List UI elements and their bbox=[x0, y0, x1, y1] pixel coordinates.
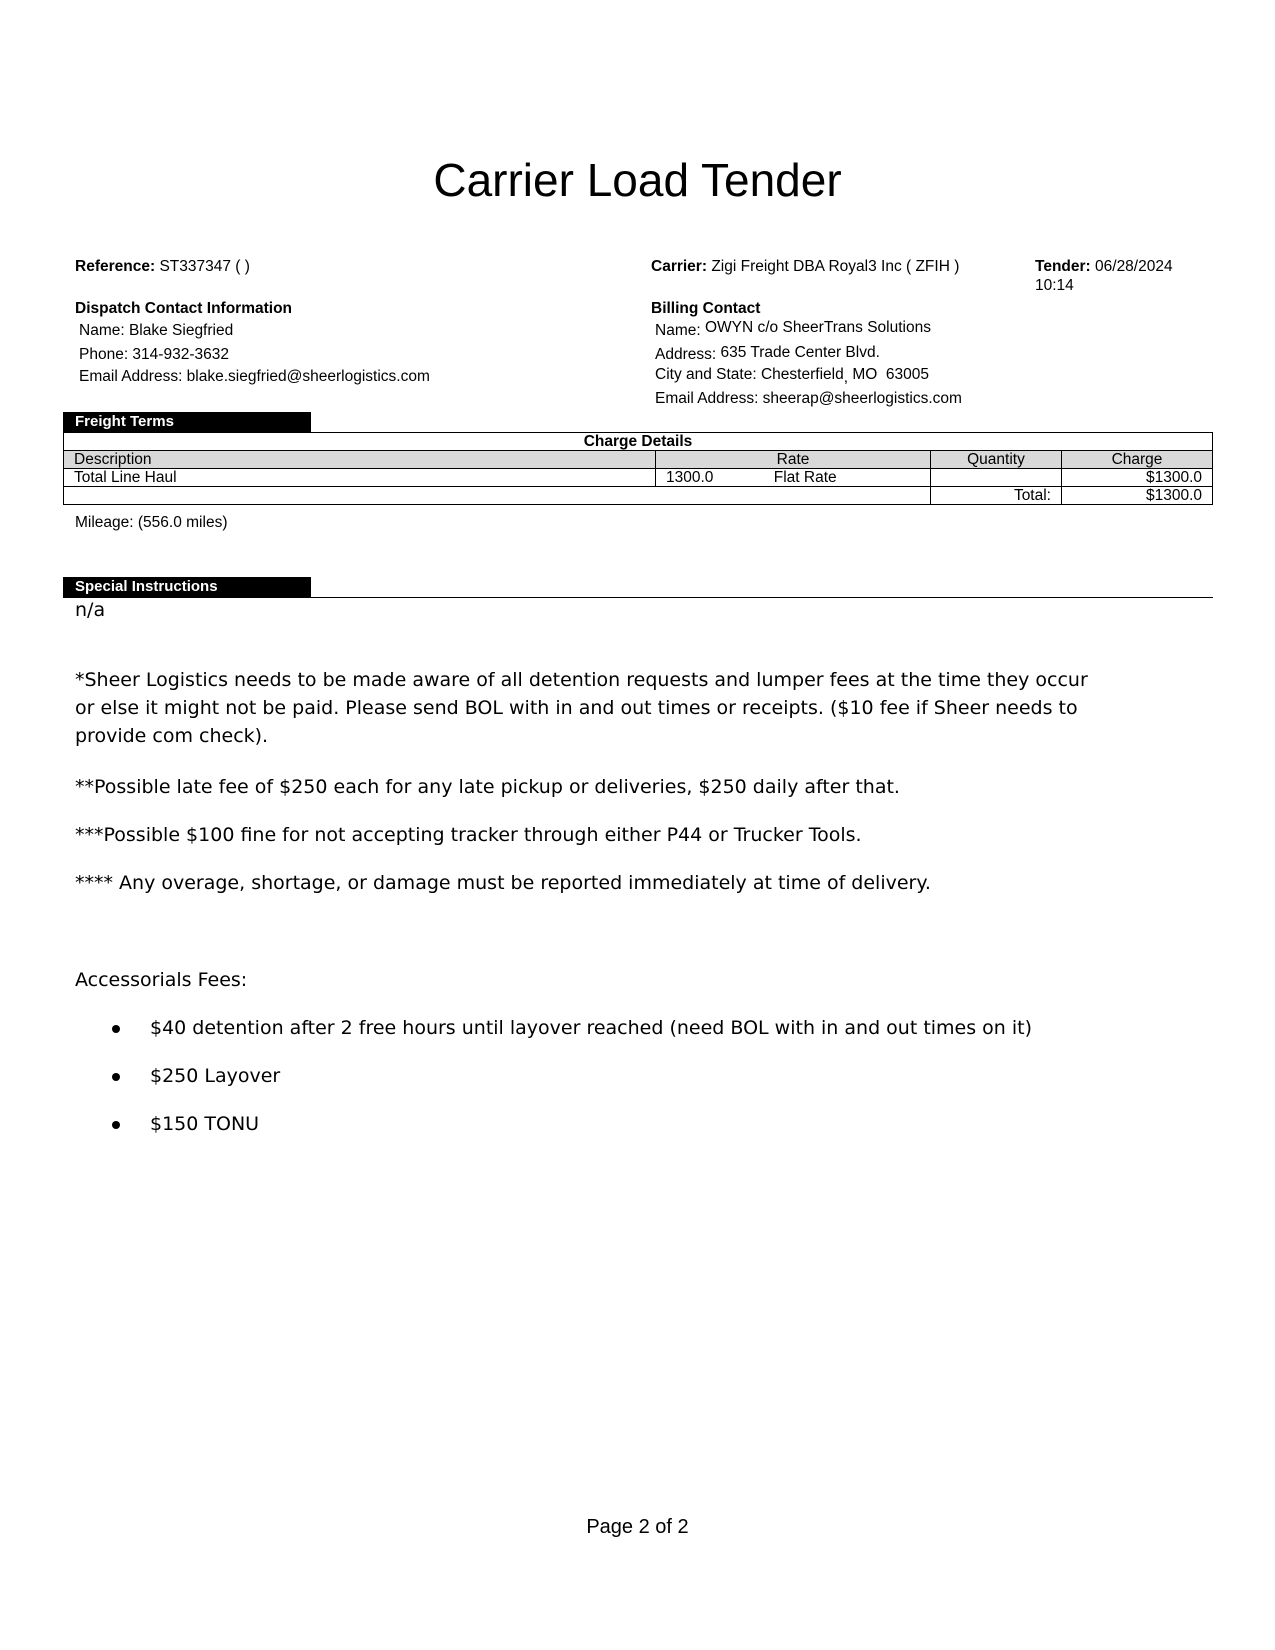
column-rate: Rate bbox=[656, 451, 931, 469]
row-rate bbox=[656, 469, 931, 487]
total-row bbox=[64, 487, 1213, 505]
total-value: $1300.0 bbox=[1062, 487, 1213, 505]
tender-time: 10:14 bbox=[1035, 277, 1074, 294]
tender-date: 06/28/2024 bbox=[1095, 258, 1173, 275]
column-description: Description bbox=[64, 451, 656, 469]
column-quantity: Quantity bbox=[931, 451, 1062, 469]
accessorial-tonu: $150 TONU bbox=[150, 1113, 260, 1135]
special-instructions-bar: Special Instructions bbox=[63, 577, 311, 598]
note-detention bbox=[75, 666, 1088, 750]
dispatch-email: Email Address: blake.siegfried@sheerlogistics.com bbox=[79, 368, 430, 385]
billing-address bbox=[655, 345, 880, 365]
bullet-icon bbox=[112, 1121, 120, 1129]
section-divider bbox=[311, 597, 1213, 598]
billing-city-state bbox=[655, 365, 929, 385]
charge-details-title-row bbox=[64, 433, 1213, 451]
reference-label: Reference: bbox=[75, 258, 156, 275]
bullet-icon bbox=[112, 1025, 120, 1033]
row-rate-value: 1300.0 bbox=[666, 469, 714, 486]
charge-details-heading: Charge Details bbox=[64, 433, 1213, 451]
dispatch-heading: Dispatch Contact Information bbox=[75, 300, 293, 317]
charge-header-row bbox=[64, 451, 1213, 469]
reference-value: ST337347 ( ) bbox=[159, 258, 250, 275]
tender-field bbox=[1035, 257, 1173, 277]
mileage: Mileage: (556.0 miles) bbox=[75, 514, 228, 531]
total-label: Total: bbox=[931, 487, 1062, 505]
accessorial-layover: $250 Layover bbox=[150, 1065, 281, 1087]
carrier-label: Carrier: bbox=[651, 258, 707, 275]
list-item bbox=[112, 1110, 1250, 1138]
reference-field bbox=[75, 257, 250, 277]
billing-name-label: Name: bbox=[655, 322, 701, 339]
billing-city-value: Chesterfield bbox=[760, 366, 844, 383]
note-detention-line1: *Sheer Logistics needs to be made aware of all detention requests and lumper fees at the time they occur bbox=[75, 669, 1088, 691]
note-detention-line3: provide com check). bbox=[75, 725, 269, 747]
row-description: Total Line Haul bbox=[64, 469, 656, 487]
tender-label: Tender: bbox=[1035, 258, 1091, 275]
table-row bbox=[64, 469, 1213, 487]
document-title: Carrier Load Tender bbox=[433, 154, 842, 206]
billing-heading: Billing Contact bbox=[651, 300, 761, 317]
total-spacer bbox=[64, 487, 931, 505]
page-number: Page 2 of 2 bbox=[586, 1516, 689, 1538]
accessorials-heading: Accessorials Fees: bbox=[75, 969, 248, 991]
list-item bbox=[112, 1014, 1250, 1042]
billing-email: Email Address: sheerap@sheerlogistics.com bbox=[655, 390, 962, 407]
dispatch-name: Name: Blake Siegfried bbox=[79, 322, 234, 339]
billing-city-label: City and State: bbox=[655, 366, 757, 383]
note-osd: **** Any overage, shortage, or damage must be reported immediately at time of delivery. bbox=[75, 872, 931, 894]
note-detention-line2: or else it might not be paid. Please send BOL with in and out times or receipts. ($10 fee if Sheer needs to bbox=[75, 697, 1078, 719]
note-tracker-fine: ***Possible $100 fine for not accepting tracker through either P44 or Trucker Tools. bbox=[75, 824, 862, 846]
freight-terms-bar: Freight Terms bbox=[63, 412, 311, 433]
row-rate-type: Flat Rate bbox=[773, 469, 837, 486]
accessorial-detention: $40 detention after 2 free hours until layover reached (need BOL with in and out times on it) bbox=[150, 1017, 1033, 1039]
billing-zip: 63005 bbox=[885, 366, 930, 383]
column-charge: Charge bbox=[1062, 451, 1213, 469]
billing-address-value: 635 Trade Center Blvd. bbox=[720, 344, 880, 361]
charge-details-table bbox=[63, 432, 1213, 505]
billing-state: MO bbox=[852, 366, 878, 383]
dispatch-phone: Phone: 314-932-3632 bbox=[79, 346, 229, 363]
row-quantity bbox=[931, 469, 1062, 487]
carrier-field bbox=[651, 257, 959, 277]
row-charge: $1300.0 bbox=[1062, 469, 1213, 487]
billing-city-separator: , bbox=[843, 369, 849, 386]
billing-address-label: Address: bbox=[655, 346, 717, 363]
carrier-value: Zigi Freight DBA Royal3 Inc ( ZFIH ) bbox=[711, 258, 960, 275]
note-late-fee: **Possible late fee of $250 each for any late pickup or deliveries, $250 daily after that. bbox=[75, 776, 900, 798]
bullet-icon bbox=[112, 1073, 120, 1081]
billing-name bbox=[655, 321, 931, 341]
billing-name-value: OWYN c/o SheerTrans Solutions bbox=[704, 319, 931, 336]
special-instructions-value: n/a bbox=[75, 599, 106, 621]
list-item bbox=[112, 1062, 1250, 1090]
